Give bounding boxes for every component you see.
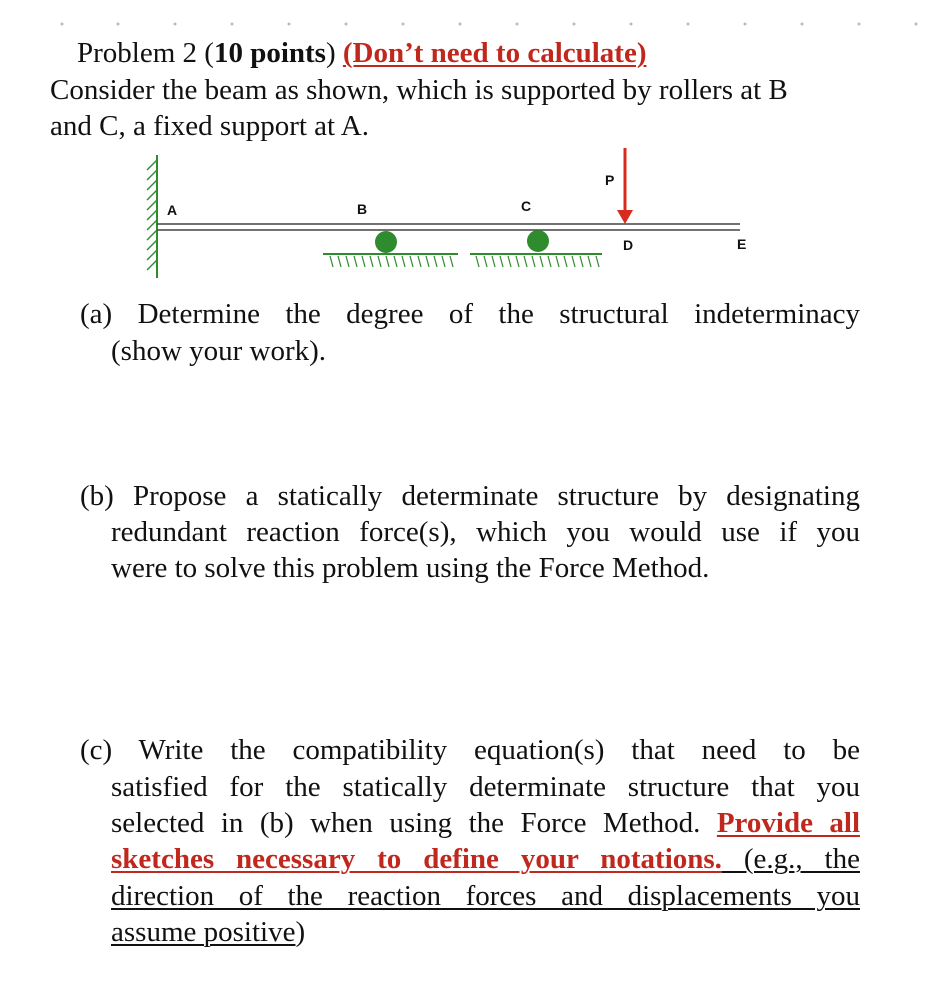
part-b-line-2: redundant reaction force(s), which you would use if you xyxy=(111,516,860,548)
fixed-support-a xyxy=(147,155,157,278)
title-note: (Don’t need to calculate) xyxy=(342,37,647,69)
problem-title xyxy=(77,36,647,70)
part-c-line-5: direction of the reaction forces and displacements you xyxy=(111,880,860,912)
intro-line-2: and C, a fixed support at A. xyxy=(50,110,369,142)
part-c-emphasis-2: sketches necessary to define your notations. xyxy=(111,843,722,875)
intro-line-1: Consider the beam as shown, which is supported by rollers at B xyxy=(50,74,788,106)
part-c-line-4 xyxy=(111,842,860,876)
title-points: 10 points xyxy=(213,37,326,69)
part-b-line-3: were to solve this problem using the Force Method. xyxy=(111,552,710,584)
label-d: D xyxy=(623,237,634,253)
beam-diagram xyxy=(140,140,780,290)
top-dot-row xyxy=(0,0,943,40)
part-c-line-6-close: ) xyxy=(295,916,306,948)
title-close: ) xyxy=(325,37,336,69)
title-prefix: Problem 2 ( xyxy=(77,37,214,69)
part-a-line-1: (a) Determine the degree of the structural indeterminacy xyxy=(80,298,860,330)
label-a: A xyxy=(167,202,178,218)
part-c-line-2: satisfied for the statically determinate structure that you xyxy=(111,771,860,803)
beam xyxy=(157,224,740,230)
part-c-emphasis-1: Provide all xyxy=(716,807,860,839)
label-e: E xyxy=(737,236,747,252)
label-p: P xyxy=(605,172,615,188)
part-a-line-2: (show your work). xyxy=(111,335,327,367)
roller-support-b xyxy=(323,231,458,267)
part-c-line-6-text: assume positive xyxy=(111,916,296,948)
part-c-line-3 xyxy=(111,806,860,840)
part-b-line-1: (b) Propose a statically determinate structure by designating xyxy=(80,480,860,512)
label-b: B xyxy=(357,201,368,217)
part-c-line-3-text: selected in (b) when using the Force Method. xyxy=(111,807,717,839)
part-c-line-1: (c) Write the compatibility equation(s) that need to be xyxy=(80,734,860,766)
load-arrow-p xyxy=(617,148,633,224)
part-c-line-6 xyxy=(111,915,305,949)
roller-support-c xyxy=(470,230,602,267)
part-c-line-4-text: (e.g., the xyxy=(721,843,860,875)
label-c: C xyxy=(521,198,532,214)
